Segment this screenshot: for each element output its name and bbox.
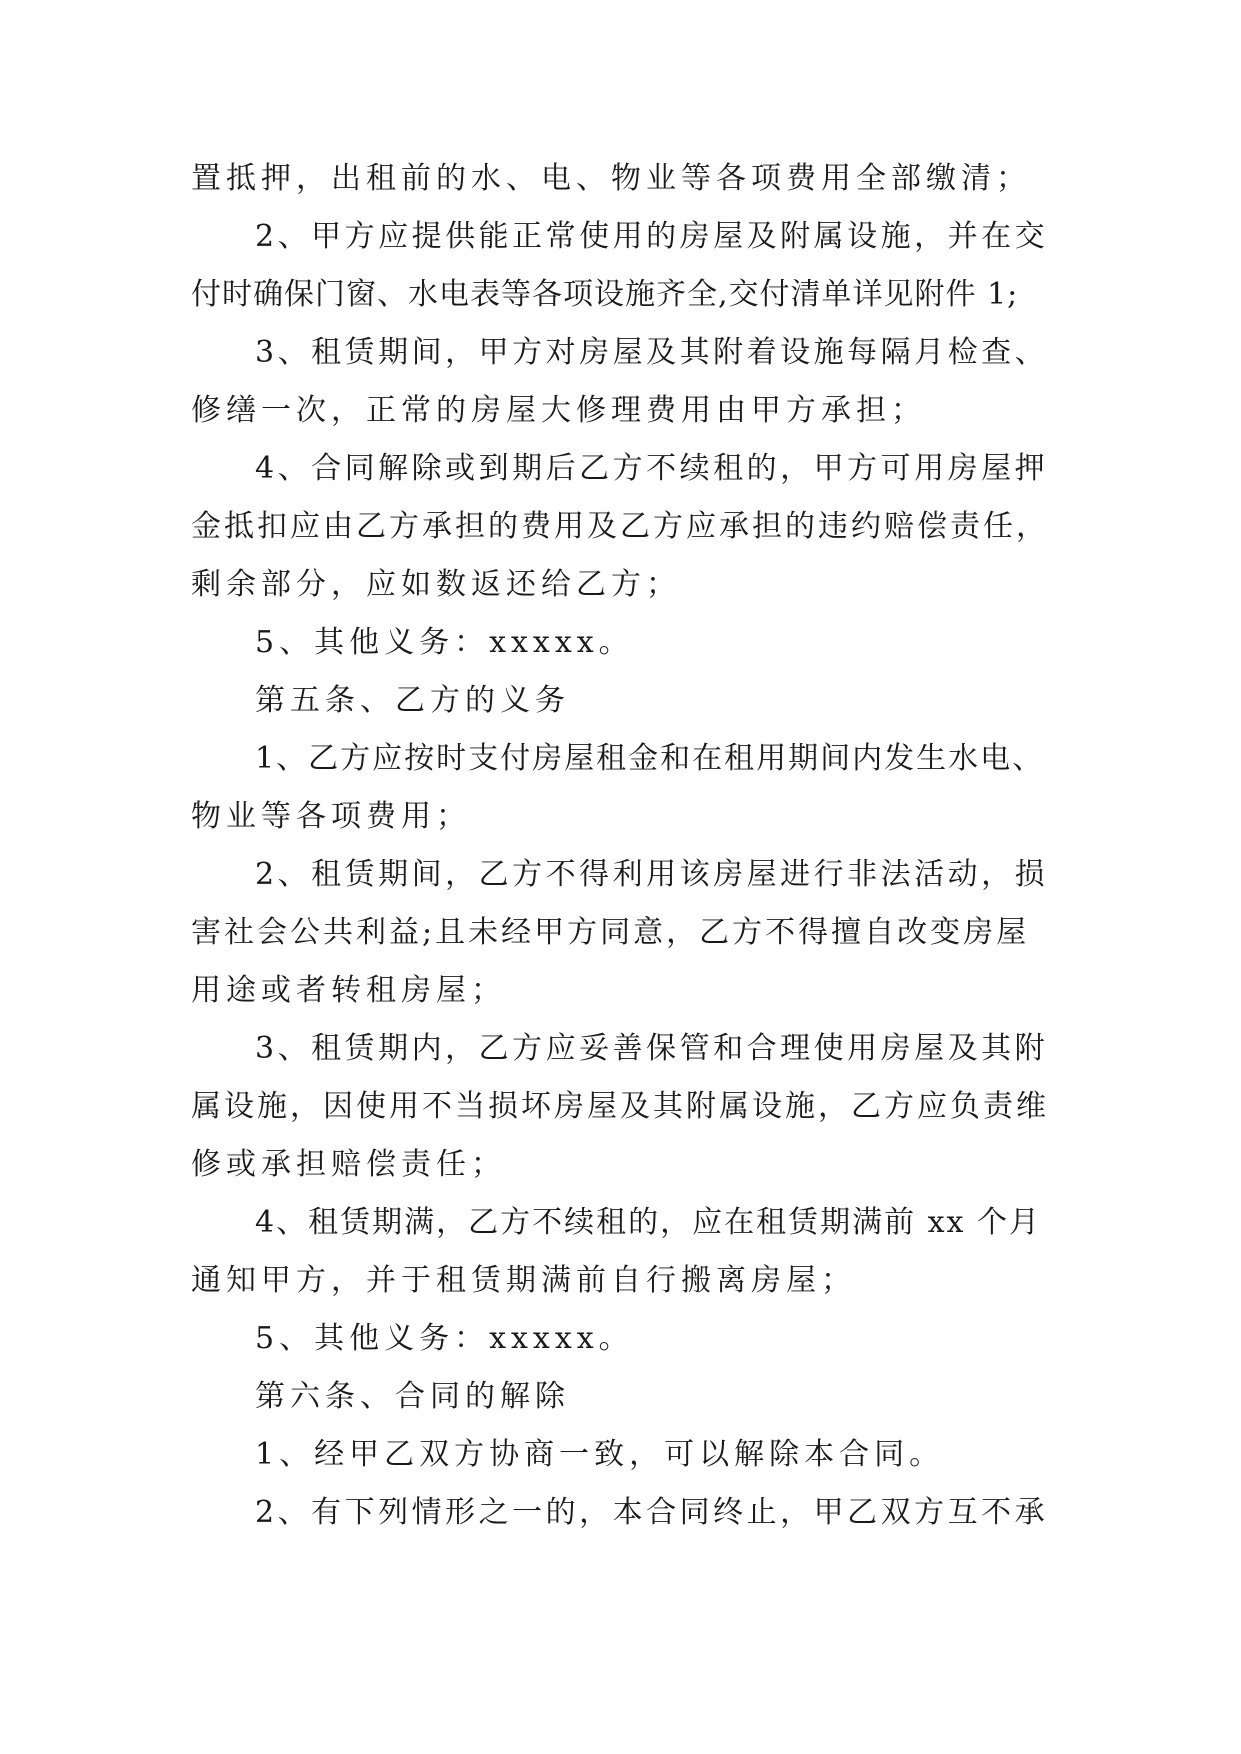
text-line: 置抵押，出租前的水、电、物业等各项费用全部缴清； <box>191 161 1031 196</box>
text-line: 付时确保门窗、水电表等各项设施齐全,交付清单详见附件 1; <box>191 277 1019 312</box>
text-line: 1、乙方应按时支付房屋租金和在租用期间内发生水电、 <box>255 741 1045 776</box>
text-line: 金抵扣应由乙方承担的费用及乙方应承担的违约赔偿责任， <box>191 509 1049 544</box>
text-line: 4、租赁期满，乙方不续租的，应在租赁期满前 xx 个月 <box>255 1205 1041 1240</box>
text-line: 3、租赁期内，乙方应妥善保管和合理使用房屋及其附 <box>255 1031 1049 1066</box>
text-line: 5、其他义务：xxxxx。 <box>255 1321 634 1356</box>
text-line: 属设施，因使用不当损坏房屋及其附属设施，乙方应负责维 <box>191 1089 1049 1124</box>
text-line: 修缮一次，正常的房屋大修理费用由甲方承担； <box>191 393 926 428</box>
text-line: 2、租赁期间，乙方不得利用该房屋进行非法活动，损 <box>255 857 1049 892</box>
text-line: 5、其他义务：xxxxx。 <box>255 625 634 660</box>
text-line: 害社会公共利益;且未经甲方同意，乙方不得擅自改变房屋 <box>191 915 1030 950</box>
text-line: 2、甲方应提供能正常使用的房屋及附属设施，并在交 <box>255 219 1049 254</box>
text-line: 2、有下列情形之一的，本合同终止，甲乙双方互不承 <box>255 1495 1049 1530</box>
text-line: 1、经甲乙双方协商一致，可以解除本合同。 <box>255 1437 945 1472</box>
text-line: 用途或者转租房屋； <box>191 973 506 1008</box>
document-body <box>191 150 1051 1542</box>
text-line: 3、租赁期间，甲方对房屋及其附着设施每隔月检查、 <box>255 335 1049 370</box>
text-line: 修或承担赔偿责任； <box>191 1147 506 1182</box>
section-heading: 第六条、合同的解除 <box>255 1379 570 1414</box>
text-line: 4、合同解除或到期后乙方不续租的，甲方可用房屋押 <box>255 451 1049 486</box>
text-line: 物业等各项费用； <box>191 799 471 834</box>
section-heading: 第五条、乙方的义务 <box>255 683 570 718</box>
text-line: 剩余部分，应如数返还给乙方； <box>191 567 681 602</box>
text-line: 通知甲方，并于租赁期满前自行搬离房屋； <box>191 1263 856 1298</box>
